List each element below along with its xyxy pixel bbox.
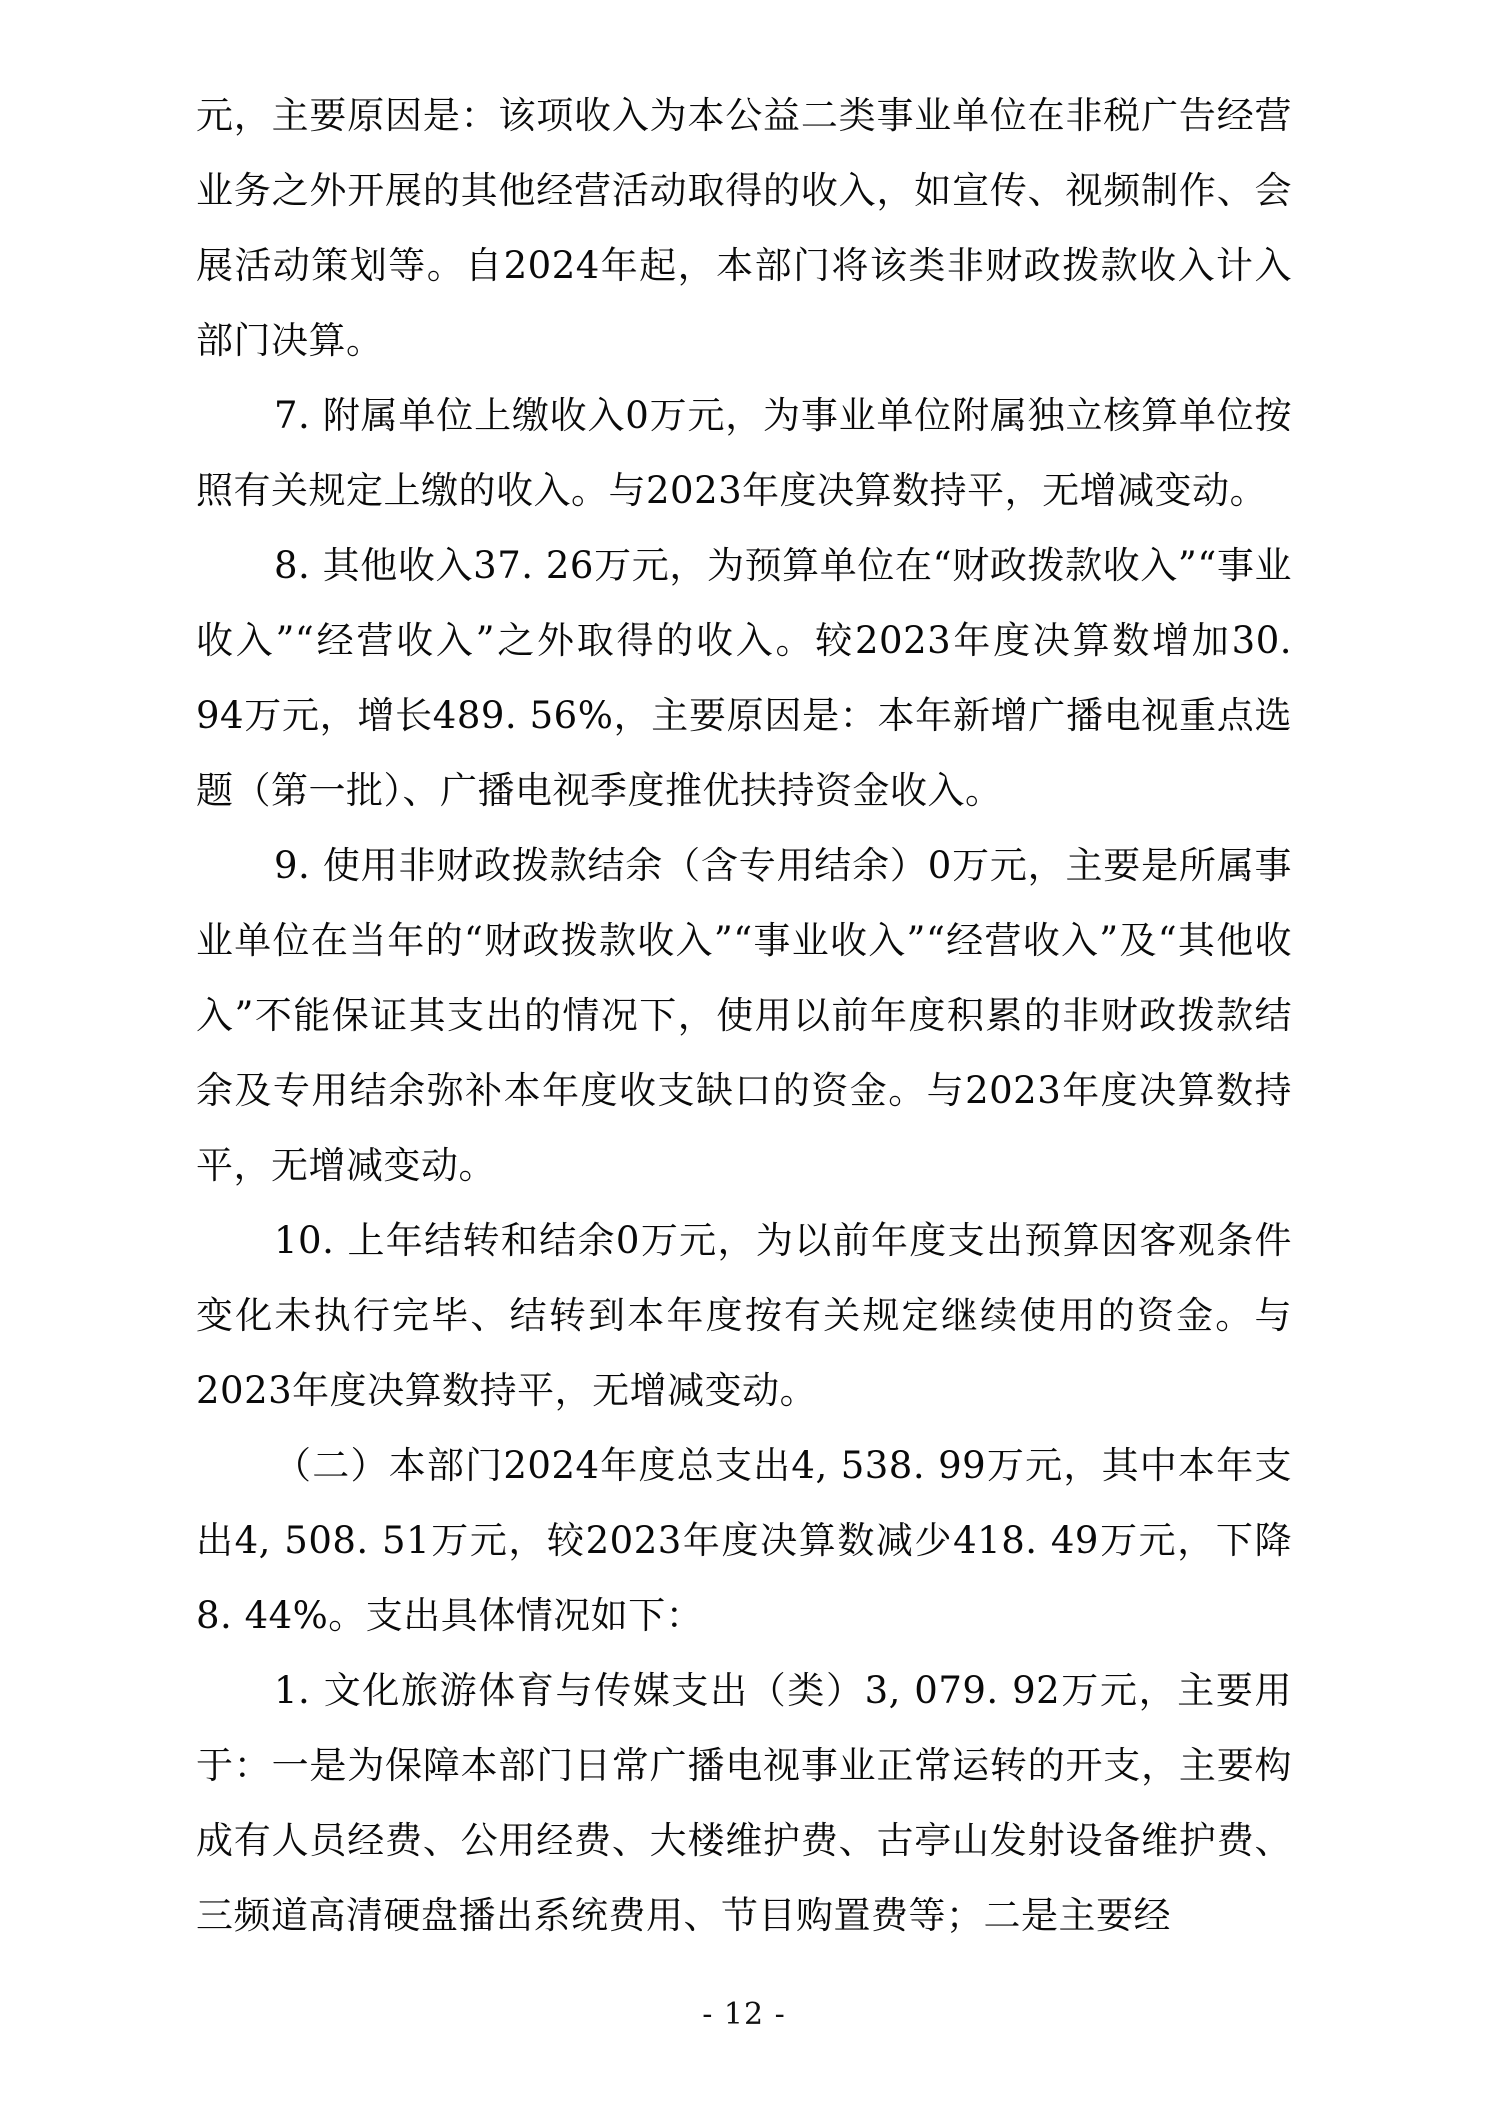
- page-number: - 12 -: [702, 1997, 786, 2032]
- paragraph-item-8: 8. 其他收入37. 26万元，为预算单位在“财政拨款收入”“事业收入”“经营收入”之外取得的收入。较2023年度决算数增加30. 94万元，增长489. 56%，主要原因是：本年新增广播电视重点选题（第一批）、广播电视季度推优扶持资金收入。: [196, 544, 1292, 812]
- paragraph-item-10: 10. 上年结转和结余0万元，为以前年度支出预算因客观条件变化未执行完毕、结转到本年度按有关规定继续使用的资金。与2023年度决算数持平，无增减变动。: [196, 1219, 1292, 1412]
- document-body: [196, 78, 1292, 1953]
- paragraph-continuation: 元，主要原因是：该项收入为本公益二类事业单位在非税广告经营业务之外开展的其他经营活动取得的收入，如宣传、视频制作、会展活动策划等。自2024年起，本部门将该类非财政拨款收入计入部门决算。: [196, 94, 1292, 362]
- paragraph-expense-1: 1. 文化旅游体育与传媒支出（类）3, 079. 92万元，主要用于：一是为保障本部门日常广播电视事业正常运转的开支，主要构成有人员经费、公用经费、大楼维护费、古亭山发射设备维护费、三频道高清硬盘播出系统费用、节目购置费等；二是主要经: [196, 1669, 1292, 1937]
- paragraph-section-2: （二）本部门2024年度总支出4, 538. 99万元，其中本年支出4, 508. 51万元，较2023年度决算数减少418. 49万元，下降8. 44%。支出具体情况如下：: [196, 1444, 1292, 1637]
- paragraph-item-7: 7. 附属单位上缴收入0万元，为事业单位附属独立核算单位按照有关规定上缴的收入。与2023年度决算数持平，无增减变动。: [196, 394, 1292, 512]
- paragraph-item-9: 9. 使用非财政拨款结余（含专用结余）0万元，主要是所属事业单位在当年的“财政拨款收入”“事业收入”“经营收入”及“其他收入”不能保证其支出的情况下，使用以前年度积累的非财政拨款结余及专用结余弥补本年度收支缺口的资金。与2023年度决算数持平，无增减变动。: [196, 844, 1292, 1187]
